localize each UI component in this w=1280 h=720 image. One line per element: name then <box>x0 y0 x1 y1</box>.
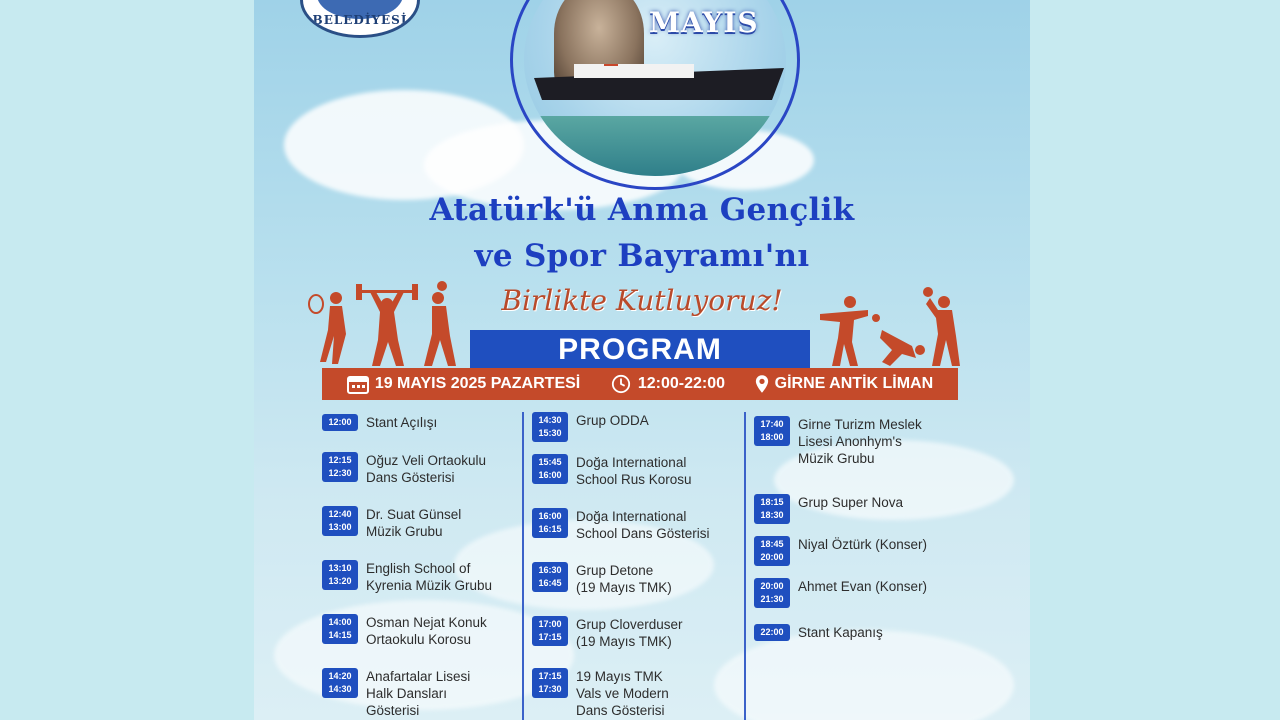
tennis-player-icon <box>308 290 354 366</box>
event-name: 19 Mayıs TMK Vals ve Modern Dans Gösterisi <box>576 669 669 718</box>
column-divider <box>744 412 746 720</box>
event-time-text: 12:00-22:00 <box>637 375 726 392</box>
schedule-row <box>322 614 522 648</box>
municipality-logo <box>300 0 420 38</box>
event-name: Stant Kapanış <box>798 625 883 640</box>
event-name: Niyal Öztürk (Konser) <box>798 537 928 552</box>
time-badge: 17:15 17:30 <box>532 668 568 698</box>
schedule-row <box>532 412 742 442</box>
event-time <box>610 374 725 394</box>
event-name: Grup ODDA <box>576 413 649 428</box>
time-badge: 20:00 21:30 <box>754 578 790 608</box>
event-location-text: GİRNE ANTİK LİMAN <box>774 375 934 392</box>
column-divider <box>522 412 524 720</box>
page-title-line1: Atatürk'ü Anma Gençlik <box>429 192 855 228</box>
event-name: Grup Detone (19 Mayıs TMK) <box>576 563 672 595</box>
event-poster <box>254 0 1030 720</box>
time-badge: 18:45 20:00 <box>754 536 790 566</box>
time-badge: 14:30 15:30 <box>532 412 568 442</box>
time-badge: 15:45 16:00 <box>532 454 568 484</box>
time-badge: 18:15 18:30 <box>754 494 790 524</box>
time-badge: 12:40 13:00 <box>322 506 358 536</box>
event-name: Doğa International School Dans Gösterisi <box>576 509 710 541</box>
calendar-icon <box>347 374 369 394</box>
page-subtitle: Birlikte Kutluyoruz! <box>501 284 783 317</box>
event-name: Dr. Suat Günsel Müzik Grubu <box>366 507 462 539</box>
time-badge: 12:15 12:30 <box>322 452 358 482</box>
weightlifter-icon <box>356 282 418 368</box>
schedule-row <box>532 616 742 650</box>
basketball-player-icon <box>420 280 460 368</box>
event-name: English School of Kyrenia Müzik Grubu <box>366 561 493 593</box>
event-name: Oğuz Veli Ortaokulu Dans Gösterisi <box>366 453 487 485</box>
event-date-text: 19 MAYIS 2025 PAZARTESİ <box>374 375 581 392</box>
event-name: Osman Nejat Konuk Ortaokulu Korosu <box>366 615 487 647</box>
clock-icon <box>610 374 632 394</box>
mayis-label: MAYIS <box>649 6 759 39</box>
sea-decoration <box>524 116 786 176</box>
event-name: Grup Cloverduser (19 Mayıs TMK) <box>576 617 683 649</box>
time-badge: 12:00 <box>322 414 358 431</box>
location-pin-icon <box>755 374 769 394</box>
page-title-line2: ve Spor Bayramı'nı <box>474 238 810 274</box>
schedule-row <box>532 508 742 542</box>
schedule-row <box>532 668 742 719</box>
program-heading: PROGRAM <box>470 330 810 368</box>
schedule-row <box>322 452 522 486</box>
time-badge: 16:30 16:45 <box>532 562 568 592</box>
event-name: Stant Açılışı <box>366 415 438 430</box>
event-name: Doğa International School Rus Korosu <box>576 455 692 487</box>
time-badge: 16:00 16:15 <box>532 508 568 538</box>
schedule-row <box>322 506 522 540</box>
schedule-row <box>322 560 522 594</box>
time-badge: 14:00 14:15 <box>322 614 358 644</box>
gymnast-icon <box>820 292 870 368</box>
event-name: Ahmet Evan (Konser) <box>798 579 928 594</box>
schedule-row <box>754 624 974 641</box>
schedule-row <box>322 668 522 719</box>
event-location <box>755 374 934 394</box>
time-badge: 14:20 14:30 <box>322 668 358 698</box>
event-name: Anafartalar Lisesi Halk Dansları Gösterisi <box>366 669 471 718</box>
time-badge: 17:40 18:00 <box>754 416 790 446</box>
schedule-row <box>754 536 974 566</box>
volleyball-player-icon <box>918 286 962 368</box>
schedule-row <box>532 562 742 596</box>
schedule-row <box>532 454 742 488</box>
event-name: Girne Turizm Meslek Lisesi Anonhym's Müzik Grubu <box>798 417 922 466</box>
schedule-row <box>322 414 522 431</box>
time-badge: 13:10 13:20 <box>322 560 358 590</box>
ship-icon <box>534 64 784 104</box>
cloud-decoration <box>714 630 1014 720</box>
time-badge: 22:00 <box>754 624 790 641</box>
event-info-bar <box>322 368 958 400</box>
logo-text: BELEDİYESİ <box>312 13 408 27</box>
event-name: Grup Super Nova <box>798 495 904 510</box>
schedule-row <box>754 578 974 608</box>
event-date <box>347 374 580 394</box>
schedule-row <box>754 416 974 467</box>
schedule-row <box>754 494 974 524</box>
time-badge: 17:00 17:15 <box>532 616 568 646</box>
